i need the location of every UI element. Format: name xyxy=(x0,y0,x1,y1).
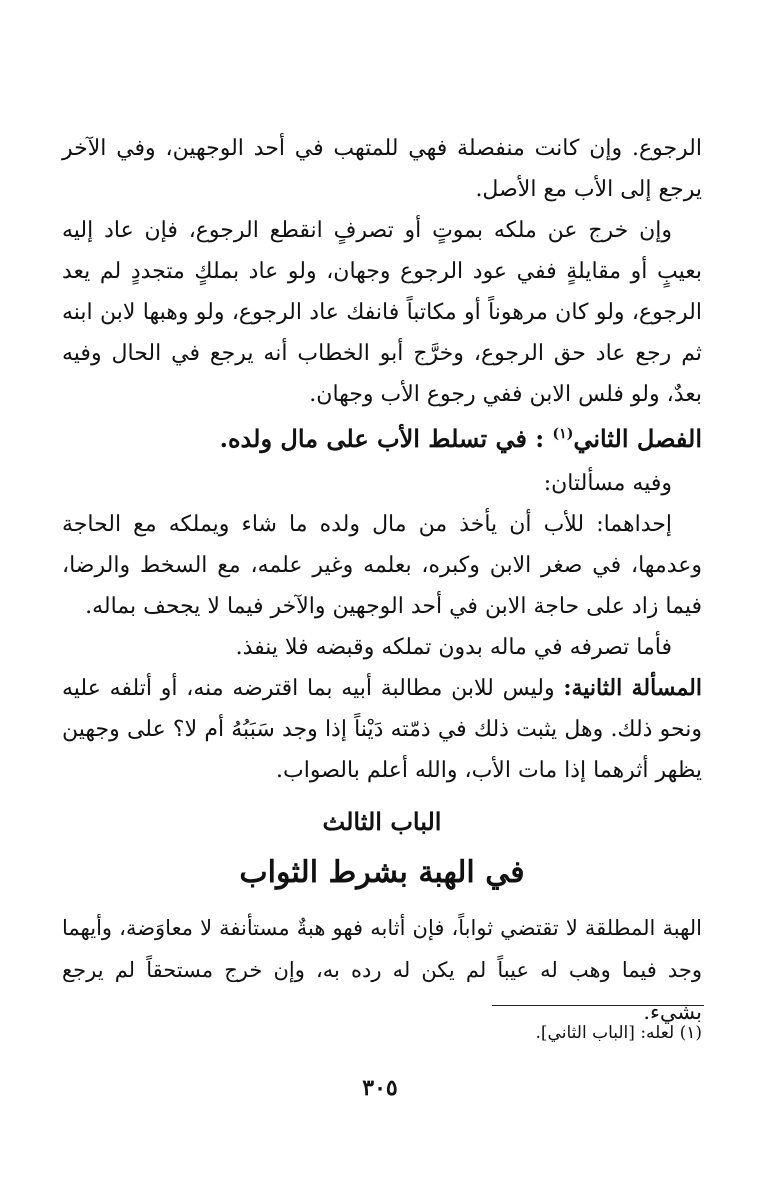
issue-1-text: للأب أن يأخذ من مال ولده ما شاء ويملكه مع الحاجة وعدمها، في صغر الابن وكبره، بعلمه وغير علمه، مع السخط والرضا، فيما زاد على حاجة الابن في أحد الوجهين والآخر فيما لا يجحف بماله. xyxy=(62,512,702,619)
footnote-divider xyxy=(492,1005,704,1006)
paragraph-4: فأما تصرفه في ماله بدون تملكه وقبضه فلا ينفذ. xyxy=(235,635,672,660)
section-title: : في تسلط الأب على مال ولده. xyxy=(219,424,545,453)
section-label: الفصل الثاني xyxy=(573,424,702,453)
issue-2-text: وليس للابن مطالبة أبيه بما اقترضه منه، أو أتلفه عليه ونحو ذلك. وهل يثبت ذلك في ذمّته دَيْناً إذا وجد سَبَبُهُ أم لا؟ على وجهين يظهر أثرهما إذا مات الأب، والله أعلم بالصواب. xyxy=(62,676,702,783)
footnote-text: لعله: [الباب الثاني]. xyxy=(535,1023,675,1043)
footnote-reference: (١) xyxy=(552,426,574,442)
paragraph-5: الهبة المطلقة لا تقتضي ثواباً، فإن أثابه فهو هبةٌ مستأنفة لا معاوَضة، وأيهما وجد فيما وهب له عيباً لم يكن له رده به، وإن خرج مستحقاً لم يرجع بشيء. xyxy=(62,916,703,1024)
footnote xyxy=(360,1020,702,1046)
issue-2-label: المسألة الثانية: xyxy=(563,675,702,701)
page-body xyxy=(62,128,702,1033)
issue-1 xyxy=(62,504,702,627)
footnote-marker: (١) xyxy=(679,1023,702,1043)
chapter-label: الباب الثالث xyxy=(322,807,442,836)
issue-1-label: إحداهما: xyxy=(596,512,672,537)
issue-2 xyxy=(62,668,702,791)
chapter-title: في الهبة بشرط الثواب xyxy=(239,855,525,890)
paragraph-1: الرجوع. وإن كانت منفصلة فهي للمتهب في أحد الوجهين، وفي الآخر يرجع إلى الأب مع الأصل. xyxy=(62,136,702,202)
paragraph-3: وفيه مسألتان: xyxy=(543,471,672,496)
page-number: ٣٠٥ xyxy=(362,1075,398,1101)
section-heading xyxy=(62,417,702,461)
paragraph-2: وإن خرج عن ملكه بموتٍ أو تصرفٍ انقطع الرجوع، فإن عاد إليه بعيبٍ أو مقايلةٍ ففي عود الرجوع وجهان، ولو عاد بملكٍ متجددٍ لم يعد الرجوع، ولو كان مرهوناً أو مكاتباً فانفك عاد الرجوع، ولو وهبها لابن ابنه ثم رجع عاد حق الرجوع، وخرَّج أبو الخطاب أنه يرجع في الحال وفيه بعدٌ، ولو فلس الابن ففي رجوع الأب وجهان. xyxy=(62,218,702,407)
